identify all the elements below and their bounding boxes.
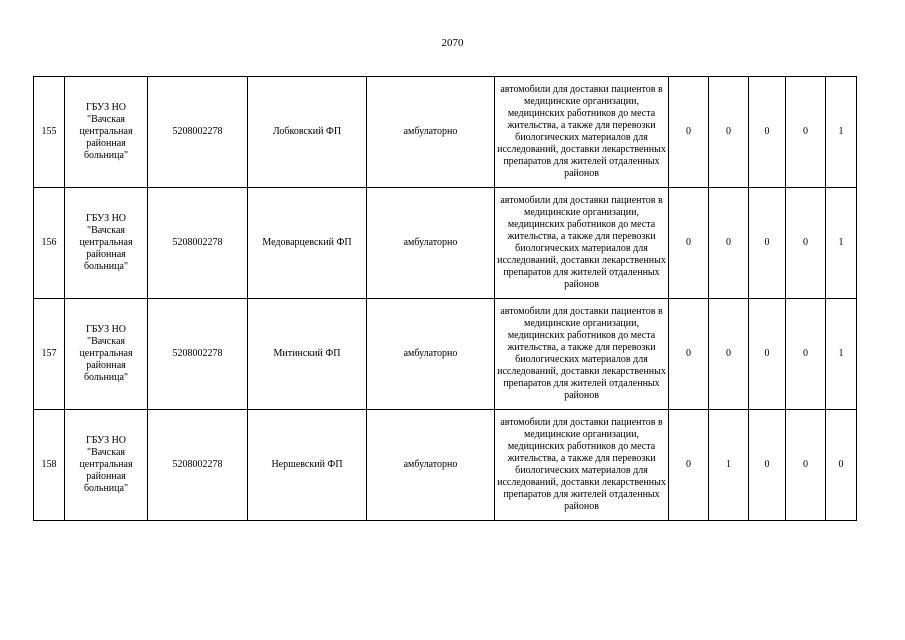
organization-name: ГБУЗ НО "Вачская центральная районная больница" <box>65 410 148 521</box>
value-cell-2: 1 <box>709 410 749 521</box>
value-cell-1: 0 <box>669 410 709 521</box>
table-row <box>34 188 857 299</box>
value-cell-1: 0 <box>669 299 709 410</box>
data-table <box>33 76 857 521</box>
unit-name: Медоварцевский ФП <box>248 188 367 299</box>
care-mode: амбулаторно <box>367 77 495 188</box>
value-cell-4: 0 <box>786 299 826 410</box>
care-mode: амбулаторно <box>367 410 495 521</box>
table-row <box>34 410 857 521</box>
row-number: 156 <box>34 188 65 299</box>
value-cell-5: 1 <box>826 299 857 410</box>
unit-name: Лобковский ФП <box>248 77 367 188</box>
vehicle-purpose: автомобили для доставки пациентов в медицинские организации, медицинских работников до места жительства, а также для перевозки биологических материалов для исследований, доставки лекарственных препаратов для жителей отдаленных районов <box>495 410 669 521</box>
value-cell-1: 0 <box>669 188 709 299</box>
inn-code: 5208002278 <box>148 299 248 410</box>
vehicle-purpose: автомобили для доставки пациентов в медицинские организации, медицинских работников до места жительства, а также для перевозки биологических материалов для исследований, доставки лекарственных препаратов для жителей отдаленных районов <box>495 77 669 188</box>
inn-code: 5208002278 <box>148 188 248 299</box>
value-cell-5: 0 <box>826 410 857 521</box>
row-number: 155 <box>34 77 65 188</box>
unit-name: Митинский ФП <box>248 299 367 410</box>
value-cell-1: 0 <box>669 77 709 188</box>
value-cell-4: 0 <box>786 77 826 188</box>
organization-name: ГБУЗ НО "Вачская центральная районная больница" <box>65 188 148 299</box>
row-number: 157 <box>34 299 65 410</box>
value-cell-3: 0 <box>749 299 786 410</box>
inn-code: 5208002278 <box>148 410 248 521</box>
value-cell-2: 0 <box>709 188 749 299</box>
care-mode: амбулаторно <box>367 299 495 410</box>
row-number: 158 <box>34 410 65 521</box>
vehicle-purpose: автомобили для доставки пациентов в медицинские организации, медицинских работников до места жительства, а также для перевозки биологических материалов для исследований, доставки лекарственных препаратов для жителей отдаленных районов <box>495 299 669 410</box>
value-cell-4: 0 <box>786 188 826 299</box>
unit-name: Нершевский ФП <box>248 410 367 521</box>
page-number: 2070 <box>441 37 464 49</box>
value-cell-3: 0 <box>749 188 786 299</box>
value-cell-3: 0 <box>749 77 786 188</box>
value-cell-2: 0 <box>709 77 749 188</box>
value-cell-4: 0 <box>786 410 826 521</box>
value-cell-5: 1 <box>826 77 857 188</box>
value-cell-2: 0 <box>709 299 749 410</box>
organization-name: ГБУЗ НО "Вачская центральная районная больница" <box>65 299 148 410</box>
value-cell-5: 1 <box>826 188 857 299</box>
care-mode: амбулаторно <box>367 188 495 299</box>
inn-code: 5208002278 <box>148 77 248 188</box>
organization-name: ГБУЗ НО "Вачская центральная районная больница" <box>65 77 148 188</box>
table-row <box>34 77 857 188</box>
value-cell-3: 0 <box>749 410 786 521</box>
table-row <box>34 299 857 410</box>
vehicle-purpose: автомобили для доставки пациентов в медицинские организации, медицинских работников до места жительства, а также для перевозки биологических материалов для исследований, доставки лекарственных препаратов для жителей отдаленных районов <box>495 188 669 299</box>
